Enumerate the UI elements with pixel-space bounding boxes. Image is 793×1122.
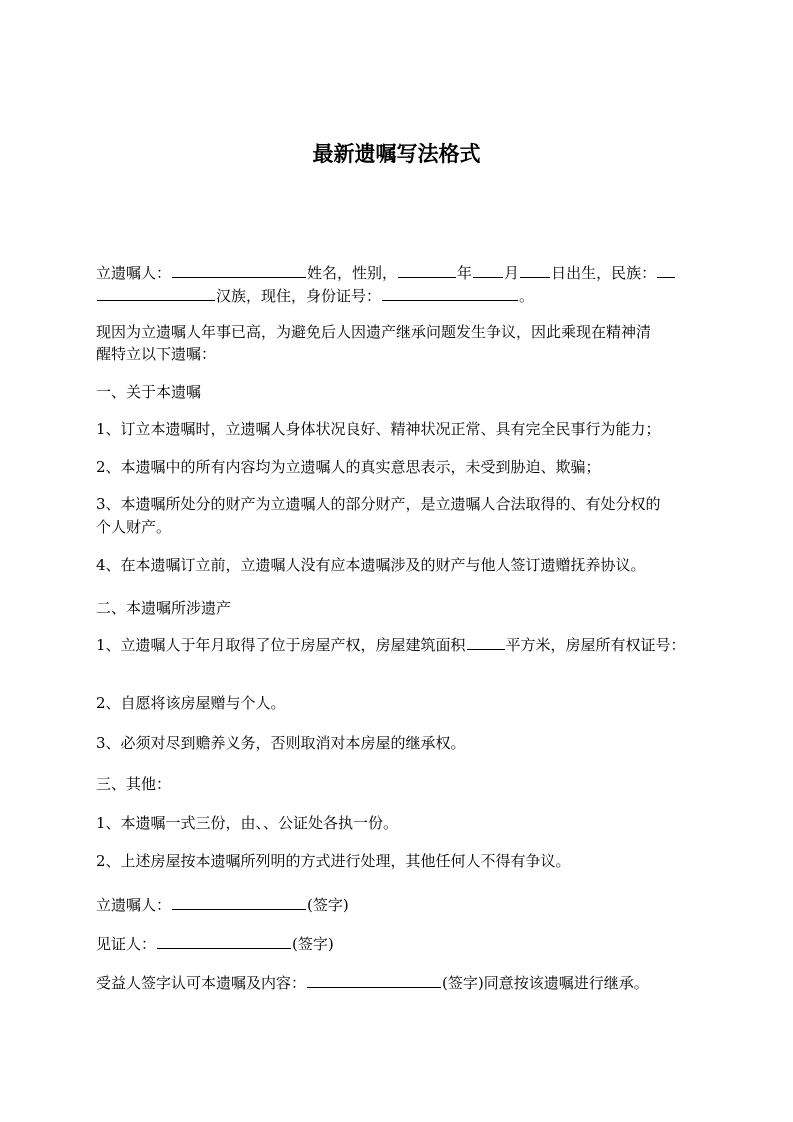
area-unit-text: 平方米，房屋所有权证号： <box>505 636 686 654</box>
document-title: 最新遗嘱写法格式 <box>312 142 481 166</box>
testator-label: 立遗嘱人： <box>96 264 172 282</box>
section-1-item-4: 4、在本遗嘱订立前，立遗嘱人没有应本遗嘱涉及的财产与他人签订遗赠抚养协议。 <box>96 556 646 574</box>
month-label: 月 <box>504 264 520 282</box>
beneficiary-signature-suffix: (签字)同意按该遗嘱进行继承。 <box>442 974 649 992</box>
section-2-heading: 二、本遗嘱所涉遗产 <box>96 599 232 617</box>
beneficiary-signature-line <box>96 972 649 993</box>
area-blank[interactable] <box>467 634 505 650</box>
beneficiary-signature-blank[interactable] <box>307 972 441 988</box>
witness-signature-blank[interactable] <box>157 933 291 949</box>
testator-signature-suffix: (签字) <box>307 896 349 914</box>
section-1-item-3-line-2: 个人财产。 <box>96 518 172 536</box>
testator-signature-blank[interactable] <box>172 894 306 910</box>
section-2-item-2: 2、自愿将该房屋赠与个人。 <box>96 694 286 712</box>
testator-signature-label: 立遗嘱人： <box>96 896 172 914</box>
section-1-item-2: 2、本遗嘱中的所有内容均为立遗嘱人的真实意思表示，未受到胁迫、欺骗； <box>96 458 601 476</box>
intro-line-1: 现因为立遗嘱人年事已高，为避免后人因遗产继承问题发生争议，因此乘现在精神清 <box>96 323 652 341</box>
birth-month-blank[interactable] <box>473 262 503 278</box>
witness-signature-label: 见证人： <box>96 935 157 953</box>
witness-signature-line <box>96 933 334 954</box>
period: 。 <box>519 287 535 305</box>
testator-signature-line <box>96 894 349 915</box>
ethnicity-blank-start[interactable] <box>657 262 675 278</box>
year-label: 年 <box>457 264 473 282</box>
section-3-item-2: 2、上述房屋按本遗嘱所列明的方式进行处理，其他任何人不得有争议。 <box>96 852 571 870</box>
intro-line-2: 醒特立以下遗嘱： <box>96 345 217 363</box>
birth-year-blank[interactable] <box>398 262 456 278</box>
ethnicity-blank[interactable] <box>97 285 215 301</box>
section-1-heading: 一、关于本遗嘱 <box>96 383 202 401</box>
testator-info-line-2 <box>96 285 534 306</box>
name-gender-label: 姓名，性别， <box>307 264 398 282</box>
residence-id-label: 汉族，现住，身份证号： <box>216 287 382 305</box>
testator-info-line-1 <box>96 262 676 283</box>
birth-ethnicity-label: 日出生，民族： <box>551 264 657 282</box>
name-blank[interactable] <box>172 262 306 278</box>
witness-signature-suffix: (签字) <box>292 935 334 953</box>
section-2-item-1 <box>96 634 686 655</box>
section-3-item-1: 1、本遗嘱一式三份，由、、公证处各执一份。 <box>96 814 399 832</box>
property-text: 1、立遗嘱人于年月取得了位于房屋产权，房屋建筑面积 <box>96 636 466 654</box>
section-1-item-1: 1、订立本遗嘱时，立遗嘱人身体状况良好、精神状况正常、具有完全民事行为能力； <box>96 420 661 438</box>
beneficiary-signature-label: 受益人签字认可本遗嘱及内容： <box>96 974 307 992</box>
section-2-item-3: 3、必须对尽到赡养义务，否则取消对本房屋的继承权。 <box>96 734 466 752</box>
section-1-item-3-line-1: 3、本遗嘱所处分的财产为立遗嘱人的部分财产，是立遗嘱人合法取得的、有处分权的 <box>96 495 661 513</box>
birth-day-blank[interactable] <box>520 262 550 278</box>
id-number-blank[interactable] <box>382 285 518 301</box>
section-3-heading: 三、其他： <box>96 775 172 793</box>
